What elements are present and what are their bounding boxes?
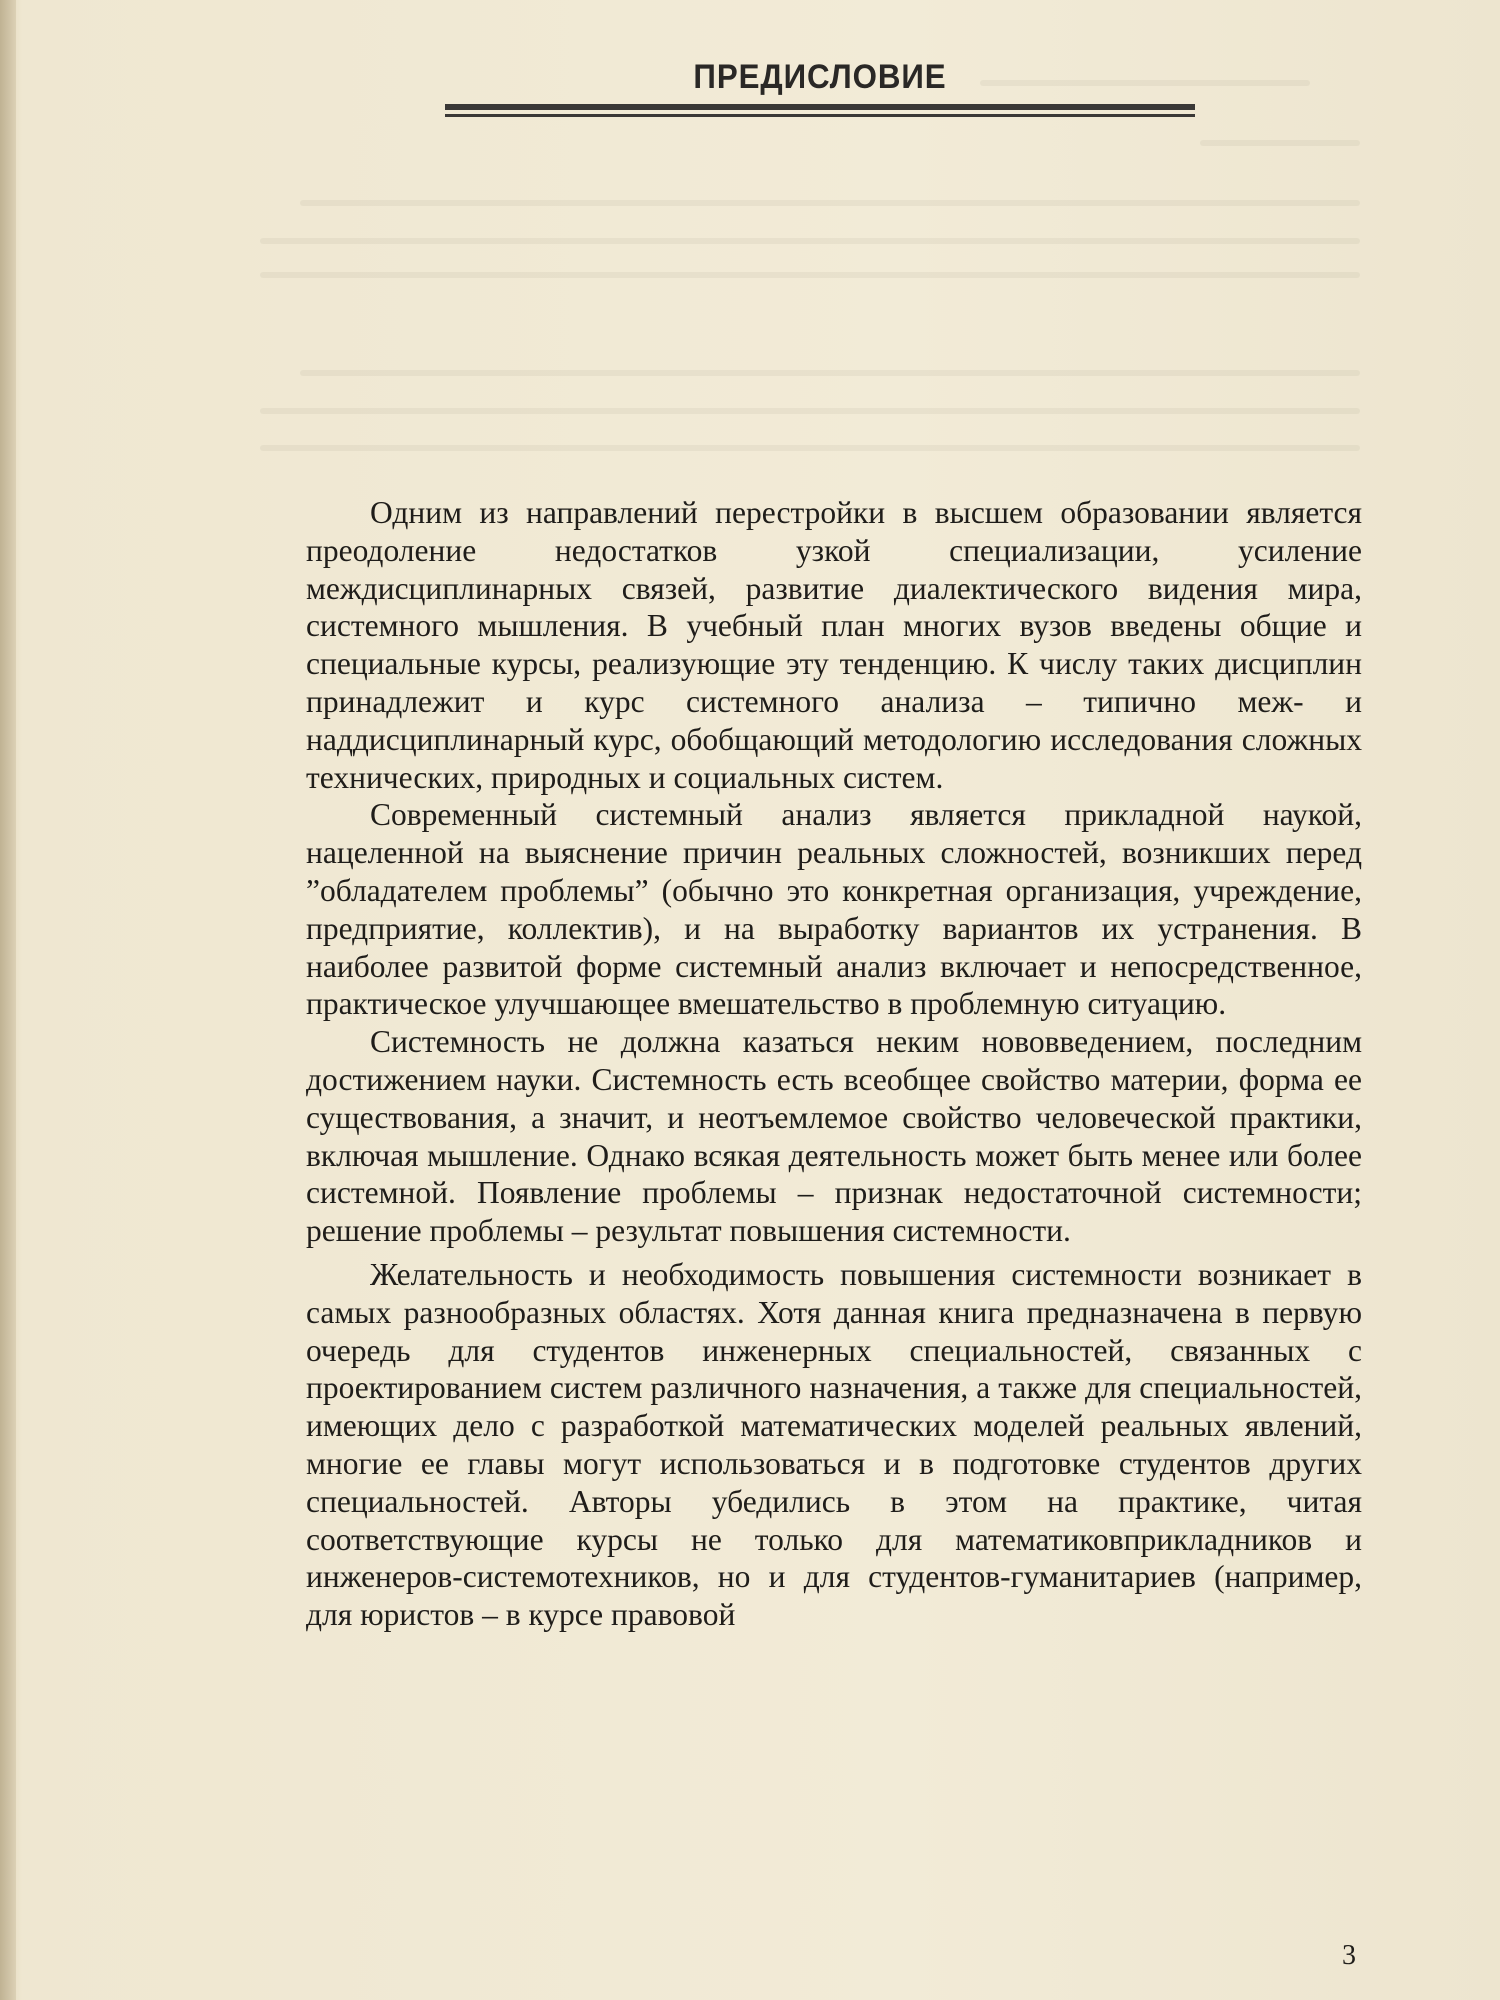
bleed-through-line (260, 272, 1360, 278)
bleed-through-line (260, 408, 1360, 414)
bleed-through-line (300, 200, 1360, 206)
page-binding-edge (0, 0, 16, 2000)
body-text (306, 494, 1362, 1634)
bleed-through-line (300, 370, 1360, 376)
bleed-through-line (1200, 140, 1360, 146)
paragraph: Современный системный анализ является прикладной наукой, нацеленной на выяснение причин реальных сложностей, возникших перед ”обладателем проблемы” (обычно это конкретная организация, учреждение, предприятие, коллектив), и на выработку вариантов их устранения. В наиболее развитой форме системный анализ включает и непосредственное, практическое улучшающее вмешательство в проблемную ситуацию. (306, 797, 1362, 1022)
bleed-through-line (260, 238, 1360, 244)
page-number: 3 (1342, 1940, 1356, 1971)
paragraph: Одним из направлений перестройки в высшем образовании является преодоление недостатков узкой специализации, усиление междисциплинарных связей, развитие диалектического видения мира, системного мышления. В учебный план многих вузов введены общие и специальные курсы, реализующие эту тенденцию. К числу таких дисциплин принадлежит и курс системного анализа – типично меж- и наддисциплинарный курс, обобщающий методологию исследования сложных технических, природных и социальных систем. (306, 495, 1362, 795)
page-heading: ПРЕДИСЛОВИЕ (693, 58, 947, 96)
heading-rule-thick (445, 104, 1195, 110)
bleed-through-line (260, 445, 1360, 451)
paragraph: Системность не должна казаться неким нововведением, последним достижением науки. Системность есть всеобщее свойство материи, форма ее существования, а значит, и неотъемлемое свойство человеческой практики, включая мышление. Однако всякая деятельность может быть менее или более системной. Появление проблемы – признак недостаточной системности; решение проблемы – результат повышения системности. (306, 1024, 1362, 1249)
paragraph: Желательность и необходимость повышения системности возникает в самых разнообразных областях. Хотя данная книга предназначена в первую очередь для студентов инженерных специальностей, связанных с проектированием систем различного назначения, а также для специальностей, имеющих дело с разработкой математических моделей реальных явлений, многие ее главы могут использоваться и в подготовке студентов других специальностей. Авторы убедились в этом на практике, читая соответствующие курсы не только для математиковприкладников и инженеров-системотехников, но и для студентов-гуманитариев (например, для юристов – в курсе правовой (306, 1256, 1362, 1633)
heading-rule-thin (445, 114, 1195, 117)
